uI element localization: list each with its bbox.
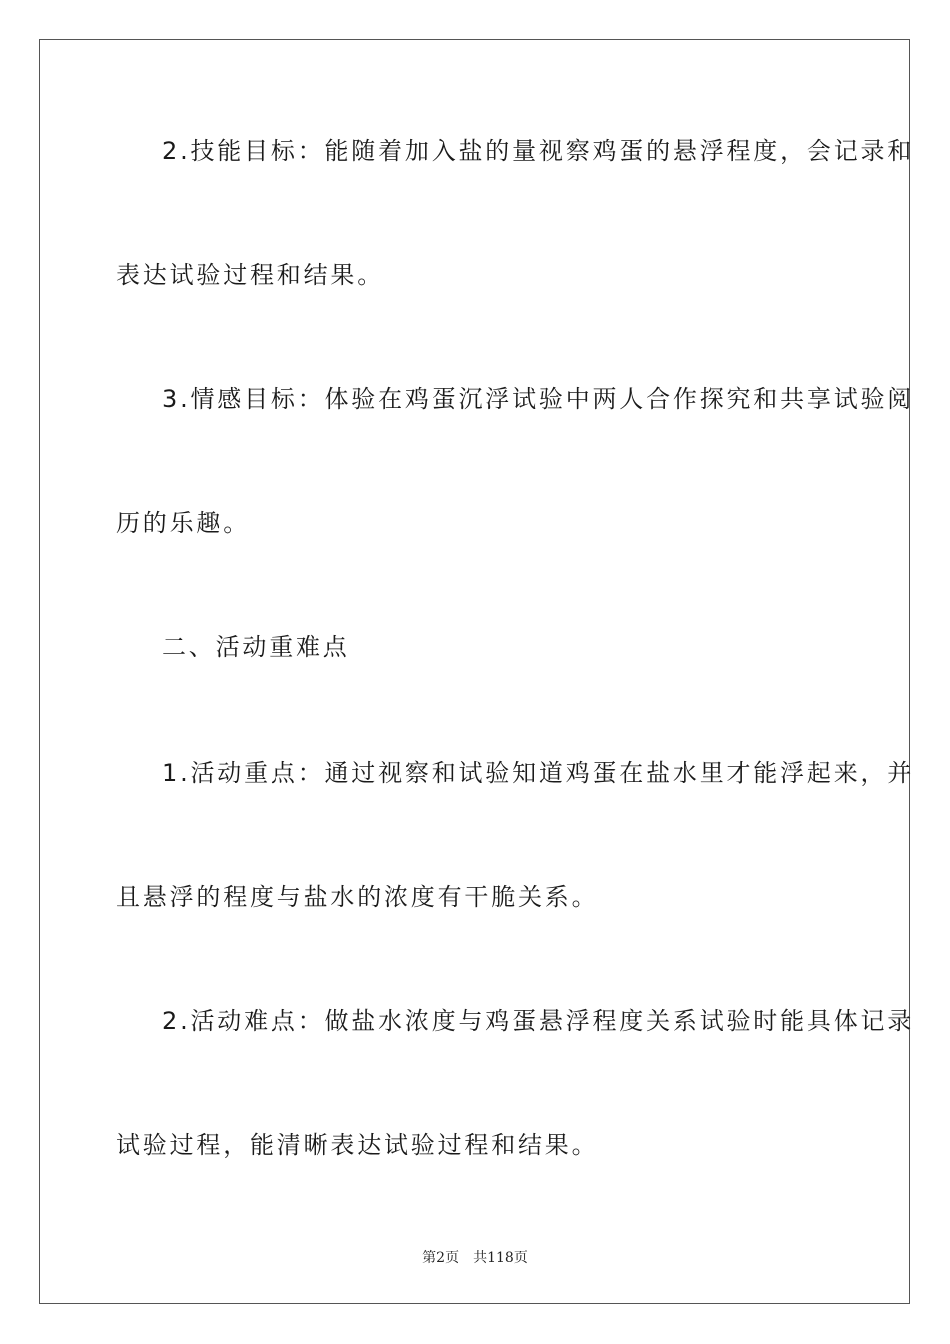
page-footer <box>0 1247 950 1267</box>
paragraph-key-point: 1.活动重点：通过视察和试验知道鸡蛋在盐水里才能浮起来，并 <box>162 759 915 787</box>
section-heading-key-points: 二、活动重难点 <box>162 633 350 661</box>
page-frame <box>39 39 915 1304</box>
page-number: 第2页 <box>422 1250 460 1266</box>
paragraph-skill-goal-cont: 表达试验过程和结果。 <box>116 261 384 289</box>
paragraph-skill-goal: 2.技能目标：能随着加入盐的量视察鸡蛋的悬浮程度，会记录和 <box>162 137 915 165</box>
paragraph-emotion-goal-cont: 历的乐趣。 <box>116 509 250 537</box>
page-total: 共118页 <box>473 1250 528 1266</box>
paragraph-key-point-cont: 且悬浮的程度与盐水的浓度有干脆关系。 <box>116 883 599 911</box>
paragraph-difficulty-cont: 试验过程，能清晰表达试验过程和结果。 <box>116 1131 599 1159</box>
paragraph-emotion-goal: 3.情感目标：体验在鸡蛋沉浮试验中两人合作探究和共享试验阅 <box>162 385 915 413</box>
paragraph-difficulty: 2.活动难点：做盐水浓度与鸡蛋悬浮程度关系试验时能具体记录 <box>162 1007 915 1035</box>
